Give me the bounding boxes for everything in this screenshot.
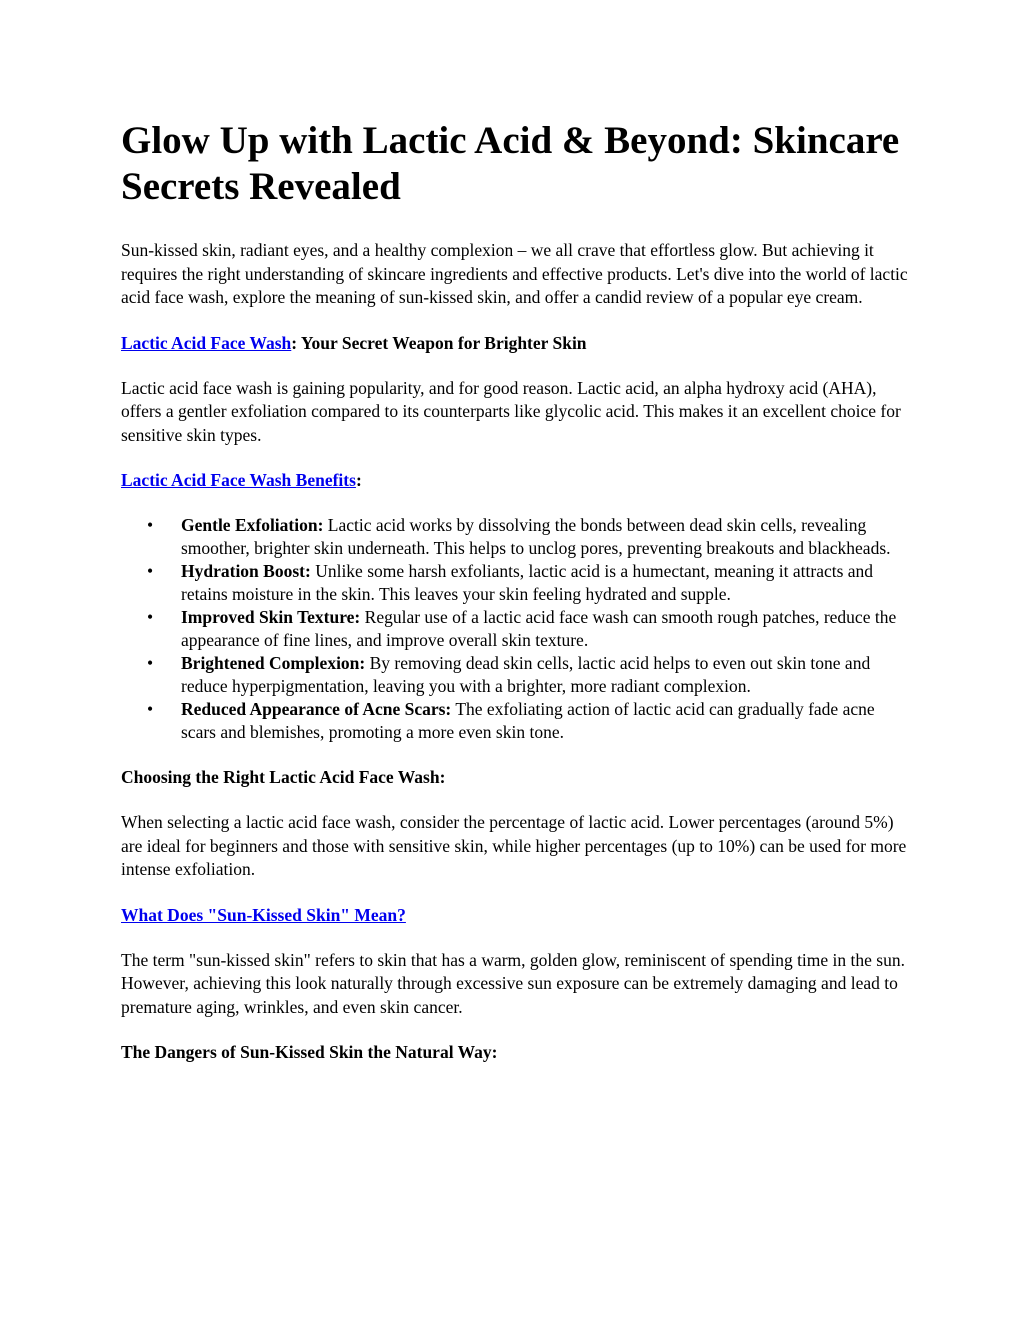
section-heading-sun-kissed xyxy=(121,904,911,927)
document-page xyxy=(121,118,911,1086)
section-heading-benefits-rest: : xyxy=(355,470,362,490)
face-wash-paragraph: Lactic acid face wash is gaining popularity, and for good reason. Lactic acid, an alpha hydroxy acid (AHA), offers a gentler exfoliation compared to its counterparts like glycolic acid. This makes it an excellent choice for sensitive skin types. xyxy=(121,377,901,445)
sun-kissed-paragraph: The term "sun-kissed skin" refers to skin that has a warm, golden glow, reminiscent of spending time in the sun. However, achieving this look naturally through excessive sun exposure can be extremely damaging and lead to premature aging, wrinkles, and even skin cancer. xyxy=(121,949,905,1017)
list-item-label: Improved Skin Texture: xyxy=(181,607,361,627)
bullet-icon: • xyxy=(147,699,154,719)
list-item xyxy=(147,606,911,652)
list-item-label: Brightened Complexion: xyxy=(181,653,366,673)
list-item-text: Lactic acid works by dissolving the bonds between dead skin cells, revealing smoother, brighter skin underneath. This helps to unclog pores, preventing breakouts and blackheads. xyxy=(181,515,891,558)
bullet-icon: • xyxy=(147,561,154,581)
section-heading-dangers: The Dangers of Sun-Kissed Skin the Natural Way: xyxy=(121,1042,498,1062)
page-title: Glow Up with Lactic Acid & Beyond: Skincare Secrets Revealed xyxy=(121,119,900,208)
section-heading-face-wash-rest: : Your Secret Weapon for Brighter Skin xyxy=(291,332,587,353)
bullet-icon: • xyxy=(147,515,154,535)
choosing-paragraph: When selecting a lactic acid face wash, consider the percentage of lactic acid. Lower percentages (around 5%) are ideal for beginners and those with sensitive skin, while higher percentages (up to 10%) can be used for more intense exfoliation. xyxy=(121,812,907,879)
list-item xyxy=(147,560,911,606)
list-item-text: The exfoliating action of lactic acid can gradually fade acne scars and blemishes, promoting a more even skin tone. xyxy=(181,699,875,742)
list-item xyxy=(147,514,911,560)
section-heading-benefits xyxy=(121,469,911,492)
list-item xyxy=(147,698,911,744)
list-item-text: By removing dead skin cells, lactic acid helps to even out skin tone and reduce hyperpigmentation, leaving you with a brighter, more radiant complexion. xyxy=(181,653,871,696)
section-heading-choosing: Choosing the Right Lactic Acid Face Wash: xyxy=(121,767,446,787)
list-item-label: Reduced Appearance of Acne Scars: xyxy=(181,699,452,719)
list-item xyxy=(147,652,911,698)
bullet-icon: • xyxy=(147,653,154,673)
bullet-icon: • xyxy=(147,607,154,627)
sun-kissed-link[interactable]: What Does "Sun-Kissed Skin" Mean? xyxy=(121,904,406,925)
section-heading-face-wash xyxy=(121,332,911,355)
list-item-text: Unlike some harsh exfoliants, lactic acid is a humectant, meaning it attracts and retains moisture in the skin. This leaves your skin feeling hydrated and supple. xyxy=(181,561,874,604)
list-item-label: Hydration Boost: xyxy=(181,561,311,581)
benefits-link[interactable]: Lactic Acid Face Wash Benefits xyxy=(121,470,356,490)
list-item-label: Gentle Exfoliation: xyxy=(181,515,324,535)
lactic-acid-face-wash-link[interactable]: Lactic Acid Face Wash xyxy=(121,332,292,353)
benefits-list xyxy=(121,514,911,744)
intro-paragraph: Sun-kissed skin, radiant eyes, and a healthy complexion – we all crave that effortless glow. But achieving it requires the right understanding of skincare ingredients and effective products. Let's dive into the world of lactic acid face wash, explore the meaning of sun-kissed skin, and offer a candid review of a popular eye cream. xyxy=(121,240,908,307)
list-item-text: Regular use of a lactic acid face wash can smooth rough patches, reduce the appearance of fine lines, and improve overall skin texture. xyxy=(181,607,897,650)
